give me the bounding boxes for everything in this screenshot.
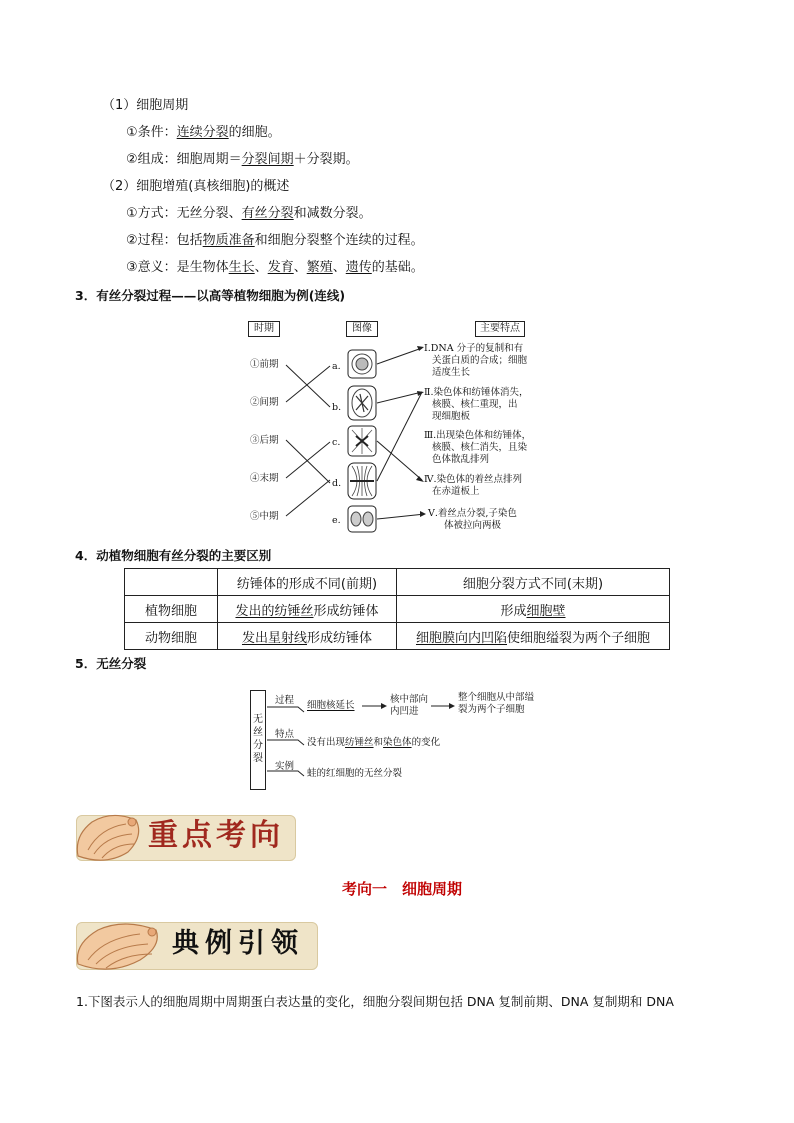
column-features-header: 主要特点 [475,321,525,337]
image-label-d: d. [332,478,342,489]
feature-text-u2: 染色体 [383,737,412,748]
composition-suffix: ＋分裂期。 [293,152,359,167]
image-label-c: c. [332,437,341,448]
animal-division-underlined: 细胞膜向内凹陷 [415,630,507,646]
banner-key-text: 重点考向 [148,818,284,853]
animal-label: 动物细胞 [125,623,218,650]
question-1-text: 1.下图表示人的细胞周期中周期蛋白表达量的变化，细胞分裂间期包括 DNA 复制前期、DNA 复制期和 DNA [76,994,674,1009]
plant-spindle-suffix: 形成纺锤体 [313,603,379,619]
animal-division-suffix: 使细胞缢裂为两个子细胞 [507,630,651,646]
way-prefix: ①方式：无丝分裂、 [126,206,242,221]
feature-2-line-3: 现细胞板 [432,411,471,422]
feature-2-line-2: 核膜、核仁重现，出 [432,399,518,410]
period-1: ①前期 [250,359,279,370]
column-image-header: 图像 [346,321,378,337]
banner-examples-text: 典例引领 [172,928,304,959]
condition-underlined: 连续分裂 [176,125,229,140]
table-header-division: 细胞分裂方式不同(末期) [397,569,670,596]
proliferation-title: （2）细胞增殖(真核细胞)的概述 [102,179,290,194]
plant-spindle-underlined: 发出的纺锤丝 [235,603,314,619]
image-label-e: e. [332,515,341,526]
image-label-b: b. [332,402,342,413]
process-step-2-line-2: 内凹进 [390,706,419,717]
process-step-3 [458,692,534,716]
feature-1-line-2: 关蛋白质的合成；细胞 [432,355,528,366]
period-3: ③后期 [250,435,279,446]
feature-text-mid: 和 [373,737,384,748]
amitosis-feature-text [307,737,440,749]
process-suffix: 和细胞分裂整个连续的过程。 [254,233,424,248]
side-char-2: 丝 [253,727,263,738]
animal-spindle-suffix: 形成纺锤体 [307,630,373,646]
meaning-u3: 繁殖 [306,260,333,275]
feature-5-line-1: Ⅴ.着丝点分裂,子染色 [428,508,517,519]
meaning-sep1: 、 [254,260,268,275]
plant-label: 植物细胞 [125,596,218,623]
process-underlined: 物质准备 [202,233,255,248]
plant-division-underlined: 细胞壁 [526,603,566,619]
animal-spindle-underlined: 发出星射线 [241,630,307,646]
feature-3-line-1: Ⅲ.出现染色体和纺锤体， [424,430,532,441]
condition-prefix: ①条件： [126,125,177,140]
feature-1-line-3: 适度生长 [432,367,471,378]
feature-3-line-2: 核膜、核仁消失，且染 [432,442,528,453]
process-step-1: 细胞核延长 [307,700,355,711]
feature-1-line-1: Ⅰ.DNA 分子的复制和有 [424,343,524,354]
plant-division-prefix: 形成 [500,603,527,619]
side-char-3: 分 [253,740,263,751]
feature-2-line-1: Ⅱ.染色体和纺锤体消失， [424,387,529,398]
composition-prefix: ②组成：细胞周期＝ [126,152,242,167]
condition-suffix: 的细胞。 [228,125,281,140]
side-char-1: 无 [253,714,263,725]
heading-mitosis-process: 3．有丝分裂过程——以高等植物细胞为例(连线) [75,288,346,303]
meaning-u4: 遗传 [345,260,372,275]
period-4: ④末期 [250,473,279,484]
example-label: 实例 [275,761,295,772]
period-2: ②间期 [250,397,279,408]
heading-plant-animal-diff: 4．动植物细胞有丝分裂的主要区别 [75,548,272,563]
meaning-sep3: 、 [332,260,346,275]
way-underlined: 有丝分裂 [241,206,294,221]
way-suffix: 和减数分裂。 [293,206,372,221]
feature-text-suffix: 的变化 [411,737,441,748]
conch-shell-icon-2 [70,916,170,976]
feature-text-prefix: 没有出现 [307,737,346,748]
feature-4-line-2: 在赤道板上 [432,486,480,497]
process-label: 过程 [275,695,295,706]
feature-3-line-3: 色体散乱排列 [432,454,490,465]
period-5: ⑤中期 [250,511,279,522]
cell-cycle-title: （1）细胞周期 [102,98,189,113]
meaning-prefix: ③意义：是生物体 [126,260,229,275]
process-step-2-line-1: 核中部向 [390,694,429,705]
feature-4-line-1: Ⅳ.染色体的着丝点排列 [424,474,523,485]
column-period-header: 时期 [248,321,280,337]
feature-5-line-2: 体被拉向两极 [444,520,502,531]
conch-shell-icon [70,808,150,868]
meaning-sep2: 、 [293,260,307,275]
example-text: 蛙的红细胞的无丝分裂 [307,768,403,779]
process-step-2 [390,694,428,718]
meaning-suffix: 的基础。 [371,260,424,275]
composition-underlined: 分裂间期 [241,152,294,167]
meaning-u2: 发育 [267,260,294,275]
heading-amitosis: 5．无丝分裂 [75,656,147,671]
process-step-3-line-1: 整个细胞从中部缢 [458,692,535,703]
table-header-spindle: 纺锤体的形成不同(前期) [218,569,397,596]
process-step-3-line-2: 裂为两个子细胞 [458,704,525,715]
process-prefix: ②过程：包括 [126,233,203,248]
subheading-direction-one: 考向一 细胞周期 [342,880,463,898]
feature-label: 特点 [275,729,295,740]
feature-text-u1: 纺锤丝 [345,737,374,748]
meaning-u1: 生长 [228,260,255,275]
image-label-a: a. [332,361,341,372]
side-char-4: 裂 [253,753,263,764]
